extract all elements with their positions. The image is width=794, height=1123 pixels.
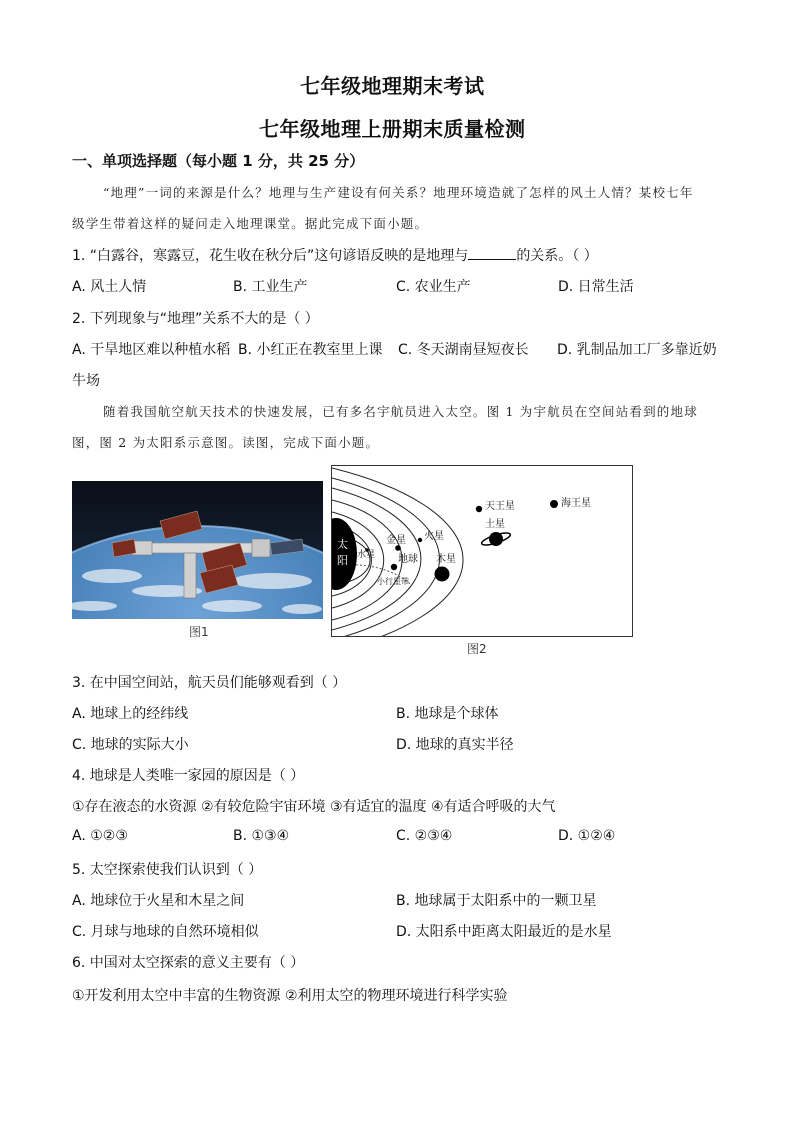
figure-2-caption: 图2 [467,642,487,656]
q2-option-b[interactable]: B. 小红正在教室里上课 [238,342,383,358]
question-2: 2. 下列现象与“地理”关系不大的是（ ） [72,311,319,327]
q4-option-b[interactable]: B. ①③④ [233,828,290,844]
asteroid-belt-label: 小行星带 [377,577,409,586]
q3-option-d[interactable]: D. 地球的真实半径 [396,737,514,753]
question-4: 4. 地球是人类唯一家园的原因是（ ） [72,768,305,784]
mercury-label: 水星 [357,550,376,560]
figure-1-space-station-photo [72,481,323,619]
q3-option-a[interactable]: A. 地球上的经纬线 [72,706,189,722]
q1-option-a[interactable]: A. 风土人情 [72,279,147,295]
uranus-label: 天王星 [485,501,515,512]
q2-option-d[interactable]: D. 乳制品加工厂多靠近奶 [557,342,717,358]
q5-option-c[interactable]: C. 月球与地球的自然环境相似 [72,924,259,940]
earth-label: 地球 [398,554,418,565]
q2-option-d-wrap: 牛场 [72,373,100,389]
q4-option-a[interactable]: A. ①②③ [72,828,128,844]
q4-option-d[interactable]: D. ①②④ [558,828,616,844]
question-5: 5. 太空探索使我们认识到（ ） [72,862,263,878]
sun-label-1: 太 [337,538,348,551]
venus-label: 金星 [386,535,406,546]
q3-option-b[interactable]: B. 地球是个球体 [396,706,499,722]
question-4-choices: ①存在液态的水资源 ②有较危险宇宙环境 ③有适宜的温度 ④有适合呼吸的大气 [72,799,556,815]
passage-1-line-1: “地理”一词的来源是什么？地理与生产建设有何关系？地理环境造就了怎样的风土人情？某校七年 [103,185,694,200]
question-3: 3. 在中国空间站，航天员们能够观看到（ ） [72,675,347,691]
q5-option-a[interactable]: A. 地球位于火星和木星之间 [72,893,245,909]
question-1 [72,245,598,265]
q1-option-d[interactable]: D. 日常生活 [558,279,634,295]
neptune-label: 海王星 [561,498,591,509]
q1-option-b[interactable]: B. 工业生产 [233,279,308,295]
exam-subtitle: 七年级地理上册期末质量检测 [259,117,526,141]
question-6-choices: ①开发利用太空中丰富的生物资源 ②利用太空的物理环境进行科学实验 [72,988,508,1004]
answer-blank [468,247,516,260]
q2-option-a[interactable]: A. 干旱地区难以种植水稻 [72,342,231,358]
q5-option-d[interactable]: D. 太阳系中距离太阳最近的是水星 [396,924,612,940]
figure-1-caption: 图1 [189,625,209,639]
q5-option-b[interactable]: B. 地球属于太阳系中的一颗卫星 [396,893,597,909]
passage-2-line-2: 图，图 2 为太阳系示意图。读图，完成下面小题。 [72,435,380,450]
passage-1-line-2: 级学生带着这样的疑问走入地理课堂。据此完成下面小题。 [72,216,429,231]
q2-option-c[interactable]: C. 冬天湖南昼短夜长 [398,342,529,358]
figure-2-solar-system-diagram [331,465,633,637]
section-heading: 一、单项选择题（每小题 1 分，共 25 分） [72,152,365,170]
sun-label-2: 阳 [337,554,348,567]
saturn-label: 土星 [485,519,505,530]
passage-2-line-1: 随着我国航空航天技术的快速发展，已有多名宇航员进入太空。图 1 为宇航员在空间站看到的地球 [103,404,698,419]
q4-option-c[interactable]: C. ②③④ [396,828,453,844]
question-6: 6. 中国对太空探索的意义主要有（ ） [72,955,305,971]
jupiter-label: 木星 [436,554,456,565]
exam-title: 七年级地理期末考试 [300,74,485,98]
q3-option-c[interactable]: C. 地球的实际大小 [72,737,189,753]
question-1-stem: 1. “白露谷，寒露豆，花生收在秋分后”这句谚语反映的是地理与 [72,248,469,264]
q1-option-c[interactable]: C. 农业生产 [396,279,471,295]
mars-label: 火星 [424,531,444,542]
question-1-stem-end: 的关系。（ ） [516,248,598,264]
